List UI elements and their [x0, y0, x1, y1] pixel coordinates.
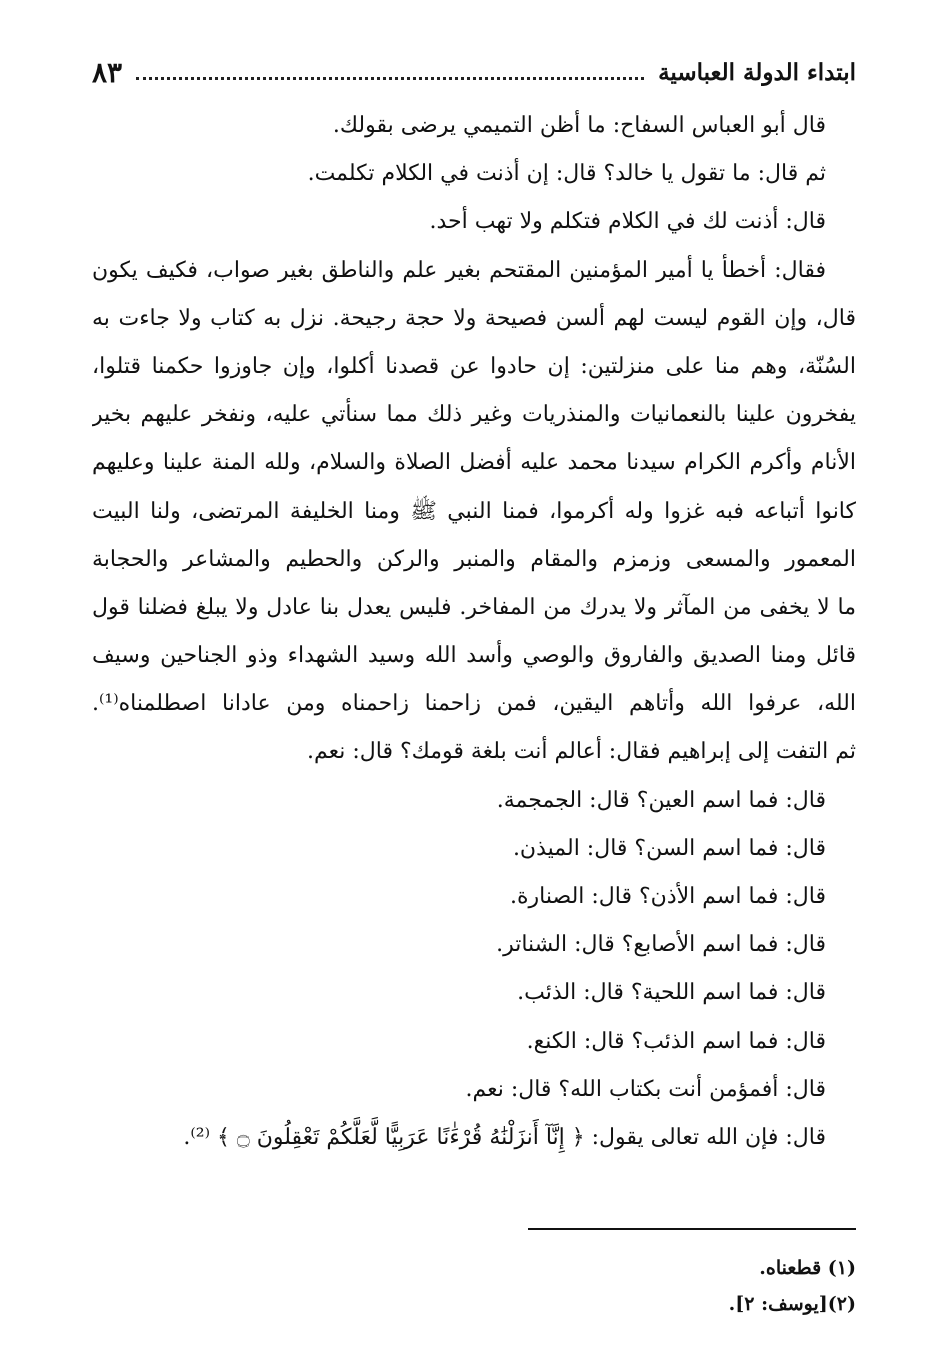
body-text [92, 102, 856, 1162]
text-line: ثم قال: ما تقول يا خالد؟ قال: إن أذنت في الكلام تكلمت. [307, 161, 826, 187]
text-line: قال: أذنت لك في الكلام فتكلم ولا تهب أحد. [429, 209, 826, 235]
text-line: قال، وإن القوم ليست لهم ألسن فصيحة ولا حجة رجيحة. نزل به كتاب ولا جاءت به [92, 305, 856, 331]
text-line: الأنام وأكرم الكرام سيدنا محمد عليه أفضل الصلاة والسلام، ولله المنة علينا وعليهم [92, 450, 856, 476]
text-line: ثم التفت إلى إبراهيم فقال: أعالم أنت بلغة قومك؟ قال: نعم. [307, 739, 856, 765]
text-line: كانوا أتباعه فبه غزوا وله أكرموا، فمنا النبي ﷺ ومنا الخليفة المرتضى، ولنا البيت [92, 498, 856, 524]
text-line: قال أبو العباس السفاح: ما أظن التميمي يرضى بقولك. [332, 113, 826, 138]
text-line: قال: فما اسم اللحية؟ قال: الذئب. [517, 980, 826, 1006]
footnotes [92, 1250, 856, 1322]
text-line: الله، عرفوا الله وأتاهم اليقين، فمن زاحمنا زاحمناه ومن عادانا اصطلمناه⁽¹⁾. [92, 691, 856, 717]
dotted-leader [136, 65, 644, 80]
page-header [92, 52, 856, 92]
text-line: فقال: أخطأ يا أمير المؤمنين المقتحم بغير علم والناطق بغير صواب، فكيف يكون [92, 257, 826, 283]
text-line: قال: فما اسم السن؟ قال: الميذن. [512, 835, 826, 861]
footnote: (١) قطعناه. [759, 1257, 856, 1279]
footnote-separator [528, 1228, 856, 1230]
footnote: (٢)[يوسف: ٢]. [728, 1293, 856, 1315]
running-title: ابتداء الدولة العباسية [658, 58, 856, 86]
text-line: يفخرون علينا بالنعمانيات والمنذريات وغير ذلك مما سنأتي عليه، ونفخر عليهم بخير [92, 402, 856, 428]
text-line: قال: فما اسم الأذن؟ قال: الصنارة. [510, 884, 826, 909]
text-line: قال: فإن الله تعالى يقول: ﴿ إِنَّآ أَنزَلْنَٰهُ قُرْءَٰنًا عَرَبِيًّا لَّعَلَّكُمْ تَعْقِلُونَ ۝ ﴾ ⁽²⁾. [183, 1124, 826, 1150]
text-line: قال: فما اسم الأصابع؟ قال: الشناتر. [496, 932, 826, 958]
text-line: السُنّة، وهم منا على منزلتين: إن حادوا عن قصدنا أكلوا، وإن جاوزوا حكمنا قتلوا، [92, 353, 856, 379]
text-line: ما لا يخفى من المآثر ولا يدرك من المفاخر. فليس يعدل بنا عادل ولا يبلغ فضلنا قول [92, 594, 856, 620]
page-number: ٨٣ [92, 55, 123, 89]
text-line: قال: فما اسم الذئب؟ قال: الكنع. [526, 1028, 826, 1054]
text-line: قائل ومنا الصديق والفاروق والوصي وأسد الله وسيد الشهداء وذو الجناحين وسيف [92, 643, 856, 669]
text-line: قال: فما اسم العين؟ قال: الجمجمة. [496, 787, 826, 813]
text-line: المعمور والمسعى وزمزم والمقام والمنبر والركن والحطيم والمشاعر والحجابة [92, 546, 856, 572]
text-line: قال: أفمؤمن أنت بكتاب الله؟ قال: نعم. [465, 1076, 826, 1102]
